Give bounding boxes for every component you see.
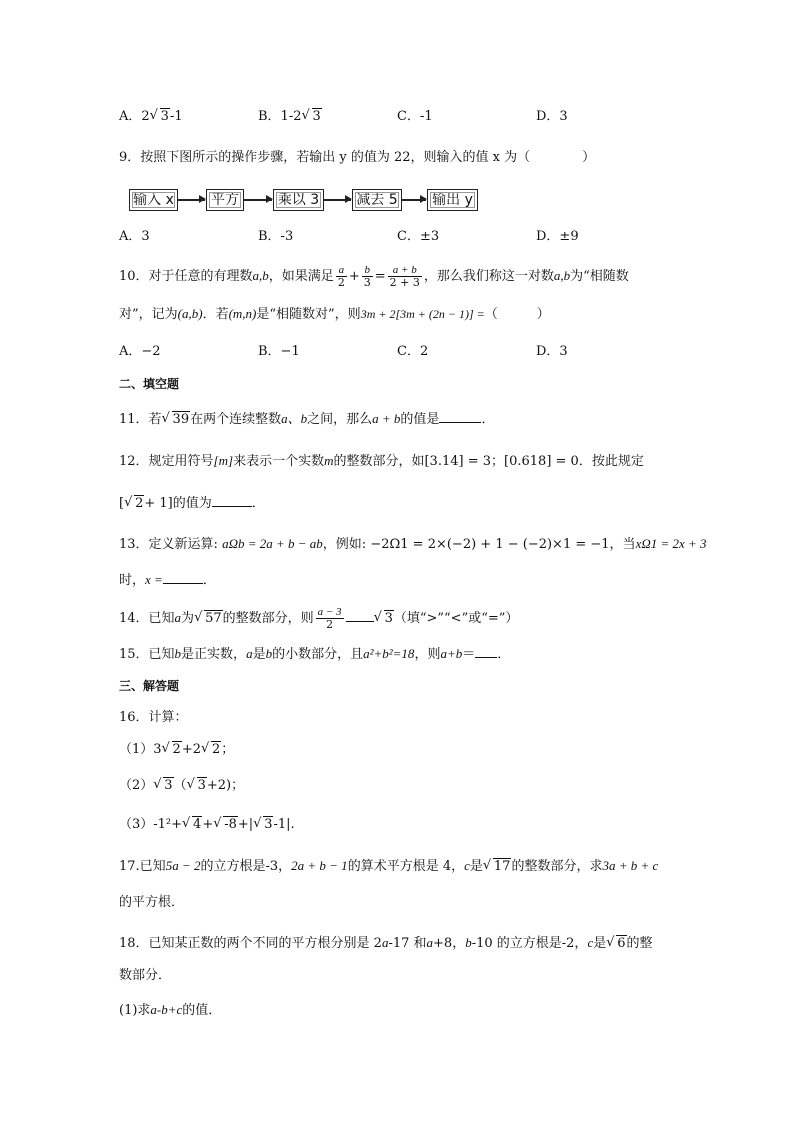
answer-blank[interactable] xyxy=(346,609,374,622)
flow-box-output: 输出 y xyxy=(427,189,478,211)
flow-arrow xyxy=(178,199,205,201)
q9-stem: 9．按照下图所示的操作步骤，若输出 y 的值为 22，则输入的值 x 为（ ） xyxy=(119,150,596,165)
fraction: $\frac{a + b}{2 + 3}$ xyxy=(389,264,420,289)
sqrt-symbol: √ 39 xyxy=(164,411,191,429)
sqrt-symbol: √ 6 xyxy=(608,935,626,953)
q18-line2: 数部分． xyxy=(119,968,172,983)
q13-line1: 13．定义新运算: aΩb = 2a + b − ab，例如: −2Ω1 = 2×(−2) + 1 − (−2)×1 = −1，当xΩ1 = 2x + 3 xyxy=(119,536,707,552)
q8-option-b: B．1-2√ 3 xyxy=(258,108,322,126)
q10-line2: 对”，记为(a,b)．若(m,n)是“相随数对”，则3m + 2[3m + (2n − 1)] =（ ） xyxy=(119,306,550,322)
sqrt-symbol: √ 3 xyxy=(155,777,173,795)
q10-option-c: C．2 xyxy=(397,344,429,359)
sqrt-symbol: √ 3 xyxy=(255,816,273,834)
q18-part1: (1)求a-b+c的值． xyxy=(119,1002,222,1018)
sqrt-symbol: √ 17 xyxy=(485,858,512,876)
sqrt-symbol: √ 2 xyxy=(203,741,221,759)
flow-box-times3: 乘以 3 xyxy=(273,189,324,211)
q11: 11．若√ 39在两个连续整数a、b之间，那么a + b的值是 ． xyxy=(119,410,494,429)
fraction: $\frac{a - 3}{2}$ xyxy=(317,606,342,631)
q10-option-b: B．−1 xyxy=(258,344,300,359)
sqrt-symbol: √ 2 xyxy=(164,741,182,759)
fraction: $\frac{a}{2}$ xyxy=(337,264,345,289)
flow-arrow xyxy=(324,199,351,201)
fraction: $\frac{b}{3}$ xyxy=(363,264,371,289)
sqrt-symbol: √ 3 xyxy=(152,108,170,126)
q8-option-a: A．2√ 3-1 xyxy=(119,108,183,126)
flow-arrow xyxy=(244,199,272,201)
answer-blank[interactable] xyxy=(212,494,252,507)
q16-part1: （1）3√ 2+2√ 2； xyxy=(119,741,234,759)
q16-part2: （2）√ 3（√ 3+2)； xyxy=(119,777,244,795)
q8-option-c: C．-1 xyxy=(397,109,433,124)
q8-option-d: D．3 xyxy=(536,109,568,124)
sqrt-symbol: √ 57 xyxy=(196,610,223,628)
q17-line1: 17.已知5a − 2的立方根是-3，2a + b − 1的算术平方根是 4，c是√ 17的整数部分，求3a + b + c xyxy=(119,857,658,876)
q12-line1: 12．规定用符号[m]来表示一个实数m的整数部分，如[3.14] = 3；[0.618] = 0．按此规定 xyxy=(119,453,644,469)
q14: 14．已知a为√ 57的整数部分，则 $\frac{a - 3}{2}$ √ 3（填“>”“<”或“=”） xyxy=(119,606,518,631)
q9-option-d: D．±9 xyxy=(536,229,579,244)
q16-part3: （3）-1²+√ 4+√ -8+|√ 3-1|. xyxy=(119,816,295,834)
flow-box-input: 输入 x xyxy=(129,189,178,211)
sqrt-symbol: √ 2 xyxy=(126,495,144,513)
sqrt-symbol: √ 4 xyxy=(184,816,202,834)
q9-option-a: A．3 xyxy=(119,229,150,244)
section-title-solutions: 三、解答题 xyxy=(119,679,180,693)
section-title-fill-in: 二、填空题 xyxy=(119,377,180,391)
flow-arrow xyxy=(402,199,426,201)
q12-line2: [√ 2+ 1]的值为 ． xyxy=(119,494,265,513)
q15: 15．已知b是正实数，a是b的小数部分，且a²+b²=18，则a+b＝ ． xyxy=(119,646,511,662)
q10-line1: 10．对于任意的有理数a,b，如果满足 $\frac{a}{2}$ + $\frac{b}{3}$ = $\frac{a + b}{2 + 3}$ ，那么我们称这一对数a,b为“相随数 xyxy=(119,264,629,289)
flow-box-minus5: 减去 5 xyxy=(352,189,402,211)
sqrt-symbol: √ 3 xyxy=(376,610,394,628)
flow-box-square: 平方 xyxy=(206,189,244,211)
q18-line1: 18．已知某正数的两个不同的平方根分别是 2a-17 和a+8，b-10 的立方根是-2，c是√ 6的整 xyxy=(119,934,653,953)
answer-blank[interactable] xyxy=(475,645,497,658)
q10-option-a: A．−2 xyxy=(119,344,161,359)
sqrt-symbol: √ 3 xyxy=(304,108,322,126)
sqrt-symbol: √ 3 xyxy=(189,777,207,795)
q16-stem: 16．计算： xyxy=(119,710,188,725)
cube-root-symbol: √ -8 xyxy=(215,816,238,834)
answer-blank[interactable] xyxy=(163,571,203,584)
q17-line2: 的平方根． xyxy=(119,895,185,910)
q10-option-d: D．3 xyxy=(536,344,568,359)
q13-line2: 时，x = ． xyxy=(119,572,216,588)
q9-option-b: B．-3 xyxy=(258,229,294,244)
q9-option-c: C．±3 xyxy=(397,229,440,244)
answer-blank[interactable] xyxy=(439,410,481,423)
